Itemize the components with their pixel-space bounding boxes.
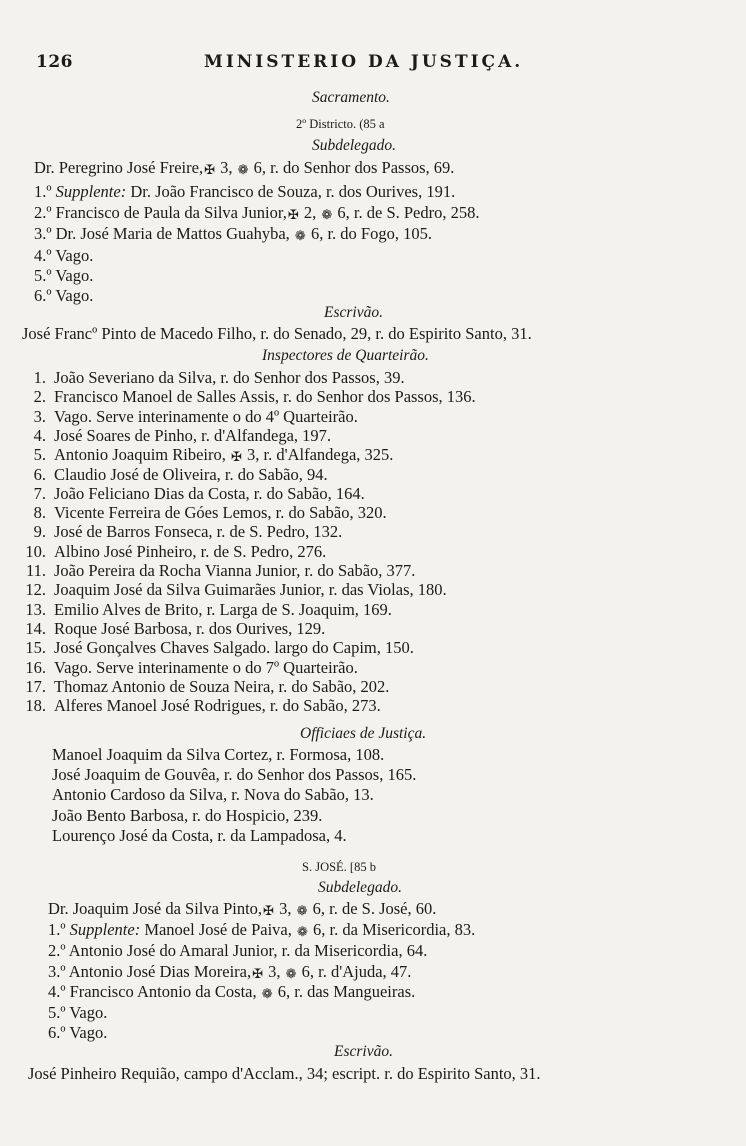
inspector-row	[16, 696, 381, 716]
cross-order-icon: ✠	[263, 903, 274, 918]
ordinal: 5.º	[34, 266, 52, 285]
rose-order-icon: ❁	[297, 924, 308, 939]
inspector-row	[16, 407, 358, 427]
entry-text: João Pereira da Rocha Vianna Junior, r. do Sabão, 377.	[54, 561, 416, 580]
inspector-row	[16, 658, 358, 678]
entry-text: Alferes Manoel José Rodrigues, r. do Sabão, 273.	[54, 696, 381, 716]
inspector-number: 3.	[33, 406, 46, 426]
supplente-4	[34, 246, 93, 266]
supplente-2	[34, 203, 480, 225]
supplente-6	[34, 286, 93, 306]
ordinal: 6.º	[34, 286, 52, 305]
entry-text: Vago.	[69, 1023, 108, 1042]
entry-text: Dr. Peregrino José Freire,	[34, 158, 204, 177]
entry-text: Antonio José Dias Moreira,	[68, 962, 252, 981]
cross-order-icon: ✠	[287, 207, 299, 222]
entry-text: Dr. João Francisco de Souza, r. dos Ourives, 191.	[126, 182, 456, 201]
entry-text: Francisco Manoel de Salles Assis, r. do Senhor dos Passos, 136.	[54, 387, 476, 407]
page-number: 126	[36, 52, 73, 72]
entry-text: Joaquim José da Silva Guimarães Junior, r. das Violas, 180.	[54, 580, 447, 600]
entry-text: João Severiano da Silva, r. do Senhor dos Passos, 39.	[54, 368, 405, 387]
inspector-number: 14.	[25, 618, 46, 638]
rose-order-icon: ❁	[237, 162, 249, 177]
entry-text: Vago.	[69, 1003, 108, 1022]
official-row: Antonio Cardoso da Silva, r. Nova do Sabão, 13.	[52, 785, 374, 805]
supplente-label: Supplente:	[55, 182, 127, 201]
ordinal: 4.º	[48, 982, 66, 1001]
subdelegado-heading: Subdelegado.	[318, 879, 402, 896]
subdelegado-heading: Subdelegado.	[312, 137, 396, 154]
official-row: Manoel Joaquim da Silva Cortez, r. Formosa, 108.	[52, 745, 385, 764]
inspector-row	[16, 426, 331, 446]
supplente-label: Supplente:	[69, 920, 141, 939]
inspector-number: 15.	[25, 638, 46, 658]
inspector-number: 9.	[33, 522, 46, 542]
entry-text: 3,	[274, 899, 292, 918]
entry-text: José Soares de Pinho, r. d'Alfandega, 197.	[54, 425, 332, 445]
supplente-1	[48, 920, 475, 942]
inspector-row	[16, 580, 447, 600]
entry-text: 6, r. do Fogo, 105.	[306, 224, 432, 243]
entry-text: Vago.	[55, 266, 94, 285]
entry-text: Emilio Alves de Brito, r. Larga de S. Joaquim, 169.	[54, 599, 392, 619]
inspector-number: 6.	[33, 464, 46, 484]
inspector-number: 17.	[25, 676, 46, 696]
escrivao-entry: José Francº Pinto de Macedo Filho, r. do Senado, 29, r. do Espirito Santo, 31.	[22, 324, 532, 343]
entry-text: 6, r. d'Ajuda, 47.	[297, 962, 412, 981]
rose-order-icon: ❁	[296, 903, 308, 918]
ordinal: 1.º	[48, 920, 66, 939]
entry-text: João Feliciano Dias da Costa, r. do Sabão, 164.	[54, 483, 365, 503]
entry-text: Vago. Serve interinamente o do 4º Quarteirão.	[54, 406, 358, 426]
parish-name-sacramento: Sacramento.	[312, 89, 390, 106]
inspector-number: 2.	[33, 387, 46, 407]
officiaes-heading: Officiaes de Justiça.	[300, 725, 427, 742]
ordinal: 5.º	[48, 1003, 66, 1022]
official-row: José Joaquim de Gouvêa, r. do Senhor dos Passos, 165.	[52, 765, 417, 785]
supplente-5	[34, 266, 93, 286]
page-title: MINISTERIO DA JUSTIÇA.	[204, 52, 524, 72]
rose-order-icon: ❁	[294, 228, 306, 243]
entry-text: Dr. José Maria de Mattos Guahyba,	[55, 224, 290, 243]
inspector-row	[16, 542, 326, 562]
entry-text: Francisco Antonio da Costa,	[69, 982, 257, 1001]
supplente-2	[48, 941, 427, 961]
cross-order-icon: ✠	[204, 162, 215, 177]
ordinal: 2.º	[48, 941, 66, 960]
entry-text: 6, r. das Mangueiras.	[273, 982, 416, 1001]
supplente-6	[48, 1023, 107, 1043]
inspectores-heading: Inspectores de Quarteirão.	[262, 347, 429, 364]
cross-order-icon: ✠	[231, 449, 242, 465]
inspector-row	[16, 368, 405, 388]
inspector-row	[16, 561, 415, 581]
inspector-number: 16.	[25, 657, 46, 677]
entry-text: Antonio José do Amaral Junior, r. da Misericordia, 64.	[68, 941, 428, 960]
supplente-5	[48, 1003, 107, 1023]
ordinal: 6.º	[48, 1023, 66, 1042]
entry-text: Francisco de Paula da Silva Junior,	[55, 203, 287, 222]
entry-text: Dr. Joaquim José da Silva Pinto,	[48, 899, 263, 918]
rose-order-icon: ❁	[261, 986, 273, 1001]
entry-text: Claudio José de Oliveira, r. do Sabão, 94.	[54, 464, 328, 484]
inspector-row	[16, 387, 476, 407]
parish-name-sao-jose: S. JOSÉ. [85 b	[302, 860, 376, 874]
supplente-3	[34, 224, 432, 246]
inspector-number: 1.	[33, 368, 46, 387]
ordinal: 3.º	[48, 962, 66, 981]
district-label: 2º Districto. (85 a	[296, 117, 385, 131]
cross-order-icon: ✠	[252, 966, 264, 981]
inspector-number: 8.	[33, 503, 46, 523]
inspector-row	[16, 503, 387, 523]
entry-text: Albino José Pinheiro, r. de S. Pedro, 276.	[54, 541, 327, 561]
inspector-number: 13.	[25, 599, 46, 619]
entry-text: Vicente Ferreira de Góes Lemos, r. do Sabão, 320.	[54, 503, 387, 523]
inspector-row	[16, 677, 389, 697]
inspector-row	[16, 465, 328, 485]
official-row: João Bento Barbosa, r. do Hospicio, 239.	[52, 805, 323, 825]
inspector-number: 5.	[33, 445, 46, 465]
entry-text: Roque José Barbosa, r. dos Ourives, 129.	[54, 618, 326, 638]
entry-text: Manoel José de Paiva,	[140, 920, 292, 939]
entry-text: 6, r. da Misericordia, 83.	[308, 920, 476, 939]
supplente-4	[48, 982, 415, 1004]
inspector-number: 18.	[25, 696, 46, 716]
inspector-number: 4.	[33, 425, 46, 445]
rose-order-icon: ❁	[285, 966, 297, 981]
entry-text: 3,	[216, 158, 233, 177]
inspector-number: 10.	[25, 541, 46, 561]
rose-order-icon: ❁	[321, 207, 333, 222]
entry-text: 3, r. d'Alfandega, 325.	[242, 445, 394, 465]
supplente-1	[34, 182, 455, 202]
inspector-number: 12.	[25, 580, 46, 600]
entry-text: José Gonçalves Chaves Salgado. largo do Capim, 150.	[54, 638, 414, 658]
inspector-row	[16, 484, 365, 504]
page-header	[36, 52, 716, 76]
subdelegado-entry	[34, 158, 454, 180]
entry-text: 6, r. do Senhor dos Passos, 69.	[249, 158, 455, 177]
escrivao-heading: Escrivão.	[334, 1043, 393, 1060]
entry-text: José de Barros Fonseca, r. de S. Pedro, 132.	[54, 522, 343, 542]
supplente-3	[48, 962, 411, 984]
escrivao-entry: José Pinheiro Requião, campo d'Acclam., 34; escript. r. do Espirito Santo, 31.	[28, 1064, 541, 1083]
entry-text: 3,	[264, 962, 281, 981]
escrivao-heading: Escrivão.	[324, 304, 383, 321]
ordinal: 3.º	[34, 224, 52, 243]
official-row: Lourenço José da Costa, r. da Lampadosa, 4.	[52, 825, 347, 845]
ordinal: 1.º	[34, 182, 52, 201]
inspector-row	[16, 619, 325, 639]
entry-text: 6, r. de S. José, 60.	[308, 899, 437, 918]
entry-text: Vago.	[55, 246, 94, 265]
entry-text: Vago.	[55, 286, 94, 305]
ordinal: 4.º	[34, 246, 52, 265]
inspector-number: 11.	[25, 561, 46, 580]
entry-text: Thomaz Antonio de Souza Neira, r. do Sabão, 202.	[54, 676, 390, 696]
inspector-number: 7.	[33, 483, 46, 503]
inspector-row	[16, 522, 342, 542]
ordinal: 2.º	[34, 203, 52, 222]
entry-text: Vago. Serve interinamente o do 7º Quarteirão.	[54, 657, 358, 677]
inspector-row	[16, 600, 392, 620]
entry-text: 2,	[299, 203, 317, 222]
inspector-row	[16, 638, 414, 658]
entry-text: Antonio Joaquim Ribeiro,	[54, 445, 226, 465]
entry-text: 6, r. de S. Pedro, 258.	[333, 203, 480, 222]
subdelegado-entry	[48, 899, 436, 921]
